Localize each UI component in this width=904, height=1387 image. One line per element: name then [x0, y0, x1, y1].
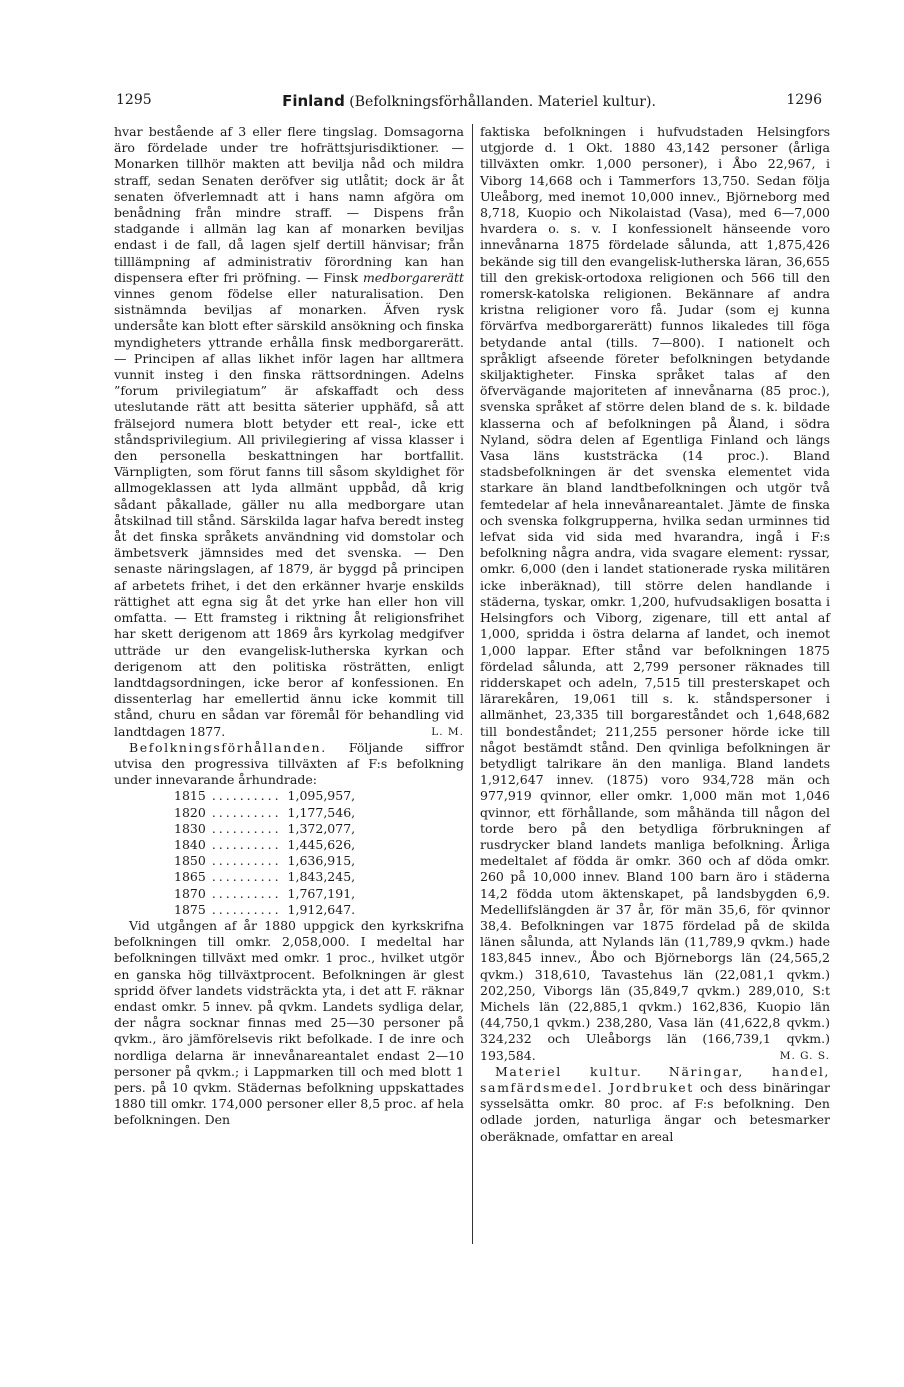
population-value: 1,636,915,: [287, 853, 356, 869]
population-year: 1815: [174, 788, 206, 804]
right-p2-text: och dess binäringar sysselsätta omkr. 80 proc. af F:s befolkning. Den odlade jorden, naturliga ängar och betesmarker oberäknade, omfattar en areal: [480, 1079, 830, 1144]
population-row: [174, 788, 355, 804]
left-paragraph-2: [114, 740, 464, 789]
left-p1-rest: vinnes genom födelse eller naturalisation. Den sistnämnda beviljas af monarken. Äfven rysk undersåte kan blott efter särskild ansökning och finska myndigheters yttrande erhålla finsk medborgarerätt. — Principen af allas likhet inför lagen har alltmera vunnit insteg i den finska rättsordningen. Adelns ”forum privilegiatum” är afskaffadt och dess uteslutande rätt att besitta säterier upphäfd, så att frälsejord numera blott betyder ett real-, icke ett ståndsprivilegium. All privilegiering af vissa klasser i den personella beskattningen har bortfallit. Värnpligten, som förut fanns till såsom skyldighet för allmogeklassen att lyda allmänt uppbåd, då krig sådant påkallade, gäller nu alla medborgare utan åtskilnad till stånd. Särskilda lagar hafva beredt insteg åt det finska språkets användning vid domstolar och ämbetsverk jämnsides med det svenska. — Den senaste näringslagen, af 1879, är byggd på principen af arbetets frihet, i det den erkänner hvarje enskilds rättighet att egna sig åt det yrke han eller hon vill omfatta. — Ett framsteg i riktning åt religionsfrihet har skett derigenom att 1869 års kyrkolag medgifver utträde ur den evangelisk-lutherska kyrkan och derigenom att den politiska rösträtten, enligt landtdagsordningen, icke beror af konfessionen. En dissenterlag har emellertid ännu icke kommit till stånd, churu en sådan var föremål för behandling vid landtdagen 1877.: [114, 286, 464, 739]
population-value: 1,843,245,: [287, 869, 356, 885]
population-value: 1,177,546,: [287, 804, 356, 820]
left-paragraph-3: Vid utgången af år 1880 uppgick den kyrkskrifna befolkningen till omkr. 2,058,000. I medeltal har befolkningen tillväxt med omkr. 1 proc., hvilket utgör en ganska hög tillväxtprocent. Befolkningen är glest spridd öfver landets vidsträckta yta, i det att F. räknar endast omkr. 5 innev. på qvkm. Landets sydliga delar, der några socknar finnas med 25—30 personer på qvkm., äro jämförelsevis rikt befolkade. I de inre och nordliga delarna är innevånareantalet endast 2—10 personer på qvkm.; i Lappmarken till och med blott 1 pers. på 10 qvkm. Städernas befolkning uppskattades 1880 till omkr. 174,000 personer eller 8,5 proc. af hela befolkningen. Den: [114, 917, 464, 1128]
page-header: [116, 92, 822, 114]
right-p2-heading-2: Näringar, handel, samfärdsmedel.: [480, 1063, 830, 1095]
running-title-country: Finland: [282, 92, 345, 110]
left-p1-emphasis: medborgarerätt: [362, 269, 464, 285]
population-year: 1830: [174, 820, 206, 836]
population-value: 1,372,077,: [287, 820, 356, 836]
population-dots: ..........: [211, 853, 282, 869]
population-dots: ..........: [211, 788, 282, 804]
left-p2-heading: Befolkningsförhållanden.: [129, 739, 327, 755]
population-dots: ..........: [211, 885, 282, 901]
population-value: 1,445,626,: [287, 836, 356, 852]
population-row: [174, 821, 355, 837]
right-p1-text: faktiska befolkningen i hufvudstaden Helsingfors utgjorde d. 1 Okt. 1880 43,142 personer (årliga tillväxten omkr. 1,000 personer), i Åbo 22,967, i Viborg 14,668 och i Tammerfors 13,750. Sedan följa Uleåborg, med inemot 10,000 innev., Björneborg med 8,718, Kuopio och Nikolaistad (Vasa), med 6—7,000 hvardera o. s. v. I konfessionelt hänseende voro innevånarna 1875 fördelade sålunda, att 1,875,426 bekände sig till den evangelisk-lutherska läran, 36,655 till den grekisk-ortodoxa religionen och 566 till den romersk-katolska religionen. Bekännare af andra kristna religioner voro få. Judar (som ej kunna förvärfva medborgarerätt) funnos likaledes till föga betydande antal (tills. 7—800). I nationelt och språkligt afseende företer befolkningen betydande skiljaktigheter. Finska språket talas af den öfvervägande majoriteten af innevånarna (85 proc.), svenska språket af större delen bland de s. k. bildade klasserna och af befolkningen på Åland, i södra Nyland, södra delen af Egentliga Finland och längs Vasa läns kuststräcka (14 proc.). Bland stadsbefolkningen är det svenska elementet vida starkare än bland landtbefolkningen och utgör två femtedelar af hela innevånareantalet. Jämte de finska och svenska folkgrupperna, hvilka sedan urminnes tid lefvat sida vid sida med hvarandra, ingå i F:s befolkning några andra, vida svagare element: ryssar, omkr. 6,000 (den i landet stationerade ryska militären icke inberäknad), till större delen handlande i städerna, tyskar, omkr. 1,200, hufvudsakligen bosatta i Helsingfors och Viborg, zigenare, till ett antal af 1,000, spridda i östra delarna af landet, och inemot 1,000 lappar. Efter stånd var befolkningen 1875 fördelad sålunda, att 2,799 personer räknades till ridderskapet och adeln, 7,515 till presterskapet och lärarekåren, 19,061 till s. k. ståndspersoner i allmänhet, 23,335 till borgareståndet och 1,648,682 till bondeståndet; 211,255 personer hörde icke till något bestämdt stånd. Den qvinliga befolkningen är betydligt talrikare än den manliga. Bland landets 1,912,647 innev. (1875) voro 934,728 män och 977,919 qvinnor, eller omkr. 1,000 män mot 1,046 qvinnor, ett förhållande, som måhända till någon del torde bero på den betydliga förbrukningen af rusdrycker bland landets manliga befolkning. Årliga medeltalet af födda är omkr. 360 och af döda omkr. 260 på 10,000 innev. Bland 100 barn äro i städerna 14,2 födda utom äktenskapet, på landsbygden 6,9. Medellifslängden är 37 år, för män 35,6, för qvinnor 38,4. Befolkningen var 1875 fördelad på de skilda länen sålunda, att Nylands län (11,789,9 qvkm.) hade 183,845 innev., Åbo och Björneborgs län (24,565,2 qvkm.) 318,610, Tavastehus län (22,081,1 qvkm.) 202,250, Viborgs län (35,849,7 qvkm.) 289,010, S:t Michels län (22,885,1 qvkm.) 162,836, Kuopio län (44,750,1 qvkm.) 238,280, Vasa län (41,622,8 qvkm.) 324,232 och Uleåborgs län (166,739,1 qvkm.) 193,584.: [480, 124, 830, 1063]
left-p1-text: hvar bestående af 3 eller flere tingslag. Domsagorna äro fördelade under tre hofrättsjurisdiktioner. — Monarken tillhör makten att bevilja nåd och mildra straff, sedan Senaten deröfver sig utlåtit; dock är åt senaten öfverlemnadt att i hans namn afgöra om benådning från mindre straff. — Dispens från stadgande i allmän lag kan af monarken beviljas endast i de fall, då lagen sjelf dertill hänvisar; från tilllämpning af administrativ förordning kan han dispensera efter fri pröfning. — Finsk: [114, 124, 464, 285]
left-p2-text: Följande siffror utvisa den progressiva tillväxten af F:s befolkning under innevarande århundrade:: [114, 739, 464, 788]
population-dots: ..........: [211, 820, 282, 836]
population-row: [174, 837, 355, 853]
population-year: 1840: [174, 836, 206, 852]
running-title-subtitle: (Befolkningsförhållanden. Materiel kultur).: [349, 94, 656, 110]
population-value: 1,912,647.: [287, 901, 356, 917]
population-value: 1,767,191,: [287, 885, 356, 901]
population-row: [174, 869, 355, 885]
right-p1-signature: M. G. S.: [779, 1049, 830, 1062]
column-divider: [472, 124, 473, 1244]
left-paragraph-1: [114, 124, 464, 740]
population-row: [174, 886, 355, 902]
running-title: [116, 92, 822, 110]
population-row: [174, 902, 355, 918]
population-table: [174, 788, 355, 918]
population-year: 1865: [174, 869, 206, 885]
page-number-left: 1295: [116, 92, 152, 108]
right-column: [480, 124, 830, 1145]
right-p2-heading: Materiel kultur.: [495, 1063, 643, 1079]
left-column: [114, 124, 464, 1129]
page-number-right: 1296: [786, 92, 822, 108]
right-paragraph-1: [480, 124, 830, 1064]
population-dots: ..........: [211, 901, 282, 917]
population-value: 1,095,957,: [287, 788, 356, 804]
population-dots: ..........: [211, 869, 282, 885]
population-year: 1820: [174, 804, 206, 820]
right-p2-heading-3: Jordbruket: [609, 1079, 694, 1095]
population-year: 1875: [174, 901, 206, 917]
right-paragraph-2: [480, 1064, 830, 1145]
population-row: [174, 853, 355, 869]
left-p1-signature: L. M.: [431, 725, 464, 738]
population-year: 1870: [174, 885, 206, 901]
population-row: [174, 805, 355, 821]
population-dots: ..........: [211, 804, 282, 820]
population-dots: ..........: [211, 836, 282, 852]
population-year: 1850: [174, 853, 206, 869]
